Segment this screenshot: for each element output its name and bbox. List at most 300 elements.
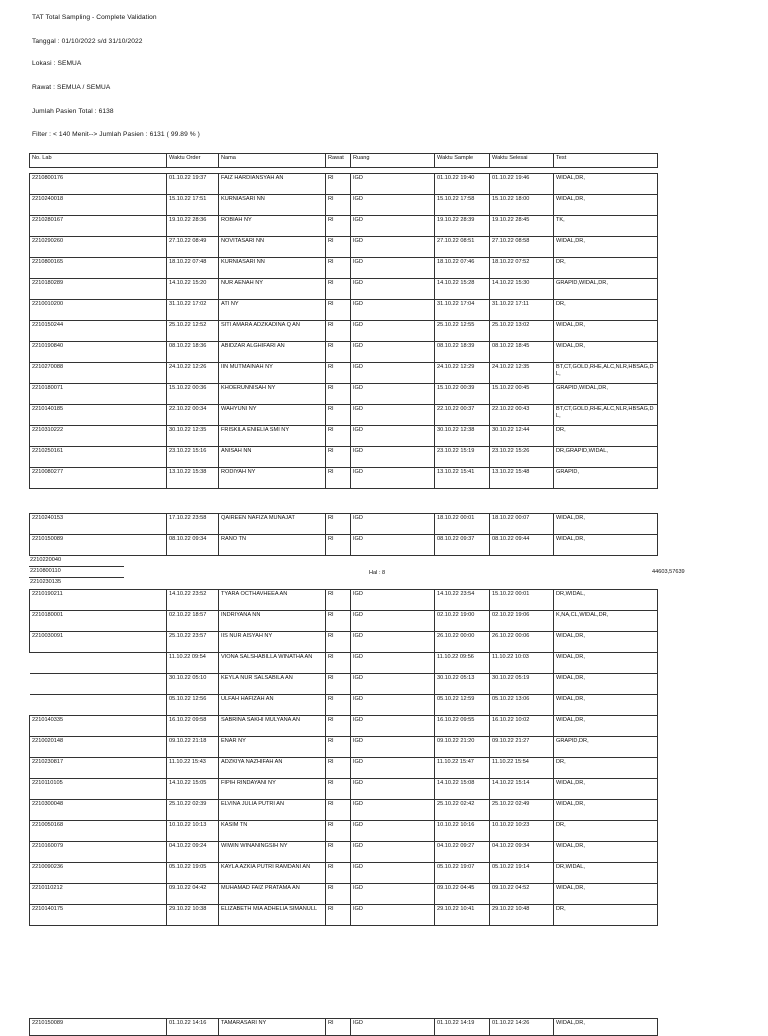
tests-cell: WIDAL,DR,: [554, 321, 658, 342]
sample-time-cell: 23.10.22 15:19: [435, 447, 490, 468]
lab-number-cell: 2210140335: [30, 716, 167, 737]
finish-time-cell: 19.10.22 28:45: [490, 216, 554, 237]
room-cell: IGD: [351, 779, 435, 800]
finish-time-cell: 18.10.22 00:07: [490, 514, 554, 535]
table-row: [30, 426, 658, 447]
room-cell: IGD: [351, 842, 435, 863]
tests-cell: GRAPID,: [554, 468, 658, 489]
sample-time-cell: 29.10.22 10:41: [435, 905, 490, 926]
lab-number-cell: 2210150244: [30, 321, 167, 342]
patient-name-cell: FRISKILA ENIELIA SMI NY: [219, 426, 326, 447]
care-type-cell: RI: [326, 1019, 351, 1036]
room-cell: IGD: [351, 216, 435, 237]
order-time-cell: 23.10.22 15:16: [167, 447, 219, 468]
sample-time-cell: 24.10.22 12:29: [435, 363, 490, 384]
patient-name-cell: ELVINA JULIA PUTRI AN: [219, 800, 326, 821]
table-row: [30, 154, 658, 168]
care-type-cell: RI: [326, 779, 351, 800]
order-time-cell: 04.10.22 09:24: [167, 842, 219, 863]
patient-name-cell: ADZKIYA NAZHIFAH AN: [219, 758, 326, 779]
tests-cell: WIDAL,DR,: [554, 195, 658, 216]
tests-cell: WIDAL,DR,: [554, 237, 658, 258]
patient-name-cell: FIPIH RINDAYANI NY: [219, 779, 326, 800]
lab-number-cell: 2210310222: [30, 426, 167, 447]
tests-cell: DR,: [554, 758, 658, 779]
care-type-cell: RI: [326, 342, 351, 363]
care-type-cell: RI: [326, 905, 351, 926]
tests-cell: GRAPID,DR,: [554, 737, 658, 758]
tests-cell: WIDAL,DR,: [554, 653, 658, 674]
care-type-cell: RI: [326, 632, 351, 653]
finish-time-cell: 15.10.22 18:00: [490, 195, 554, 216]
report-title: TAT Total Sampling - Complete Validation: [32, 14, 157, 21]
order-time-cell: 30.10.22 05:10: [167, 674, 219, 695]
lab-number-cell: 2210240153: [30, 514, 167, 535]
patient-name-cell: MUHAMAD FAIZ PRATAMA AN: [219, 884, 326, 905]
room-cell: IGD: [351, 800, 435, 821]
care-type-cell: RI: [326, 514, 351, 535]
sample-time-cell: 22.10.22 00:37: [435, 405, 490, 426]
table-row: [30, 514, 658, 535]
tests-cell: WIDAL,DR,: [554, 884, 658, 905]
sample-time-cell: 16.10.22 09:55: [435, 716, 490, 737]
room-cell: IGD: [351, 447, 435, 468]
room-cell: IGD: [351, 674, 435, 695]
patient-total: Jumlah Pasien Total : 6138: [32, 108, 114, 115]
table-row: [30, 653, 658, 674]
tests-cell: WIDAL,DR,: [554, 632, 658, 653]
order-time-cell: 09.10.22 21:18: [167, 737, 219, 758]
sample-time-cell: 11.10.22 15:47: [435, 758, 490, 779]
room-cell: IGD: [351, 514, 435, 535]
lab-number-cell: 2210190211: [30, 590, 167, 611]
tests-cell: DR,WIDAL,: [554, 590, 658, 611]
finish-time-cell: 09.10.22 04:52: [490, 884, 554, 905]
finish-time-cell: 23.10.22 15:26: [490, 447, 554, 468]
care-type-cell: RI: [326, 216, 351, 237]
patient-name-cell: IIS NUR AISYAH NY: [219, 632, 326, 653]
care-type-cell: RI: [326, 237, 351, 258]
table-row: [30, 535, 658, 556]
room-cell: IGD: [351, 758, 435, 779]
order-time-cell: 01.10.22 14:16: [167, 1019, 219, 1036]
tests-cell: WIDAL,DR,: [554, 779, 658, 800]
tests-cell: DR,GRAPID,WIDAL,: [554, 447, 658, 468]
sample-time-cell: 30.10.22 12:38: [435, 426, 490, 447]
room-cell: IGD: [351, 405, 435, 426]
table-row: [30, 216, 658, 237]
lab-number-cell: 2210150089: [30, 1019, 167, 1036]
table-row: [30, 842, 658, 863]
finish-time-cell: 05.10.22 13:06: [490, 695, 554, 716]
order-time-cell: 01.10.22 19:37: [167, 174, 219, 195]
orphan-lab-number: 2210800110: [30, 568, 61, 574]
table-row: [30, 779, 658, 800]
room-cell: IGD: [351, 863, 435, 884]
filter-summary: Filter : < 140 Menit--> Jumlah Pasien : 6131 ( 99.89 % ): [32, 131, 200, 138]
sample-time-cell: 14.10.22 15:08: [435, 779, 490, 800]
lab-number-cell: 2210190840: [30, 342, 167, 363]
care-type-cell: RI: [326, 426, 351, 447]
room-cell: IGD: [351, 590, 435, 611]
tests-cell: WIDAL,DR,: [554, 800, 658, 821]
patient-name-cell: ABIDZAR ALGHIFARI AN: [219, 342, 326, 363]
room-cell: IGD: [351, 535, 435, 556]
table-row: [30, 174, 658, 195]
patient-name-cell: RANO TN: [219, 535, 326, 556]
patient-name-cell: KURNIASARI NN: [219, 258, 326, 279]
patient-name-cell: IIN MUTMAINAH NY: [219, 363, 326, 384]
care-type-cell: RI: [326, 611, 351, 632]
room-cell: IGD: [351, 279, 435, 300]
orphan-lab-number: 2210220040: [30, 557, 62, 563]
table-row: [30, 237, 658, 258]
finish-time-cell: 31.10.22 17:11: [490, 300, 554, 321]
patient-name-cell: RODIYAH NY: [219, 468, 326, 489]
divider: [29, 566, 124, 567]
order-time-cell: 14.10.22 15:05: [167, 779, 219, 800]
sample-time-cell: 09.10.22 21:20: [435, 737, 490, 758]
lab-number-cell: 2210110212: [30, 884, 167, 905]
lab-number-cell: 2210090236: [30, 863, 167, 884]
room-cell: IGD: [351, 821, 435, 842]
table-row: [30, 300, 658, 321]
lab-number-cell: [30, 674, 167, 695]
patient-name-cell: Nama: [219, 154, 326, 168]
results-table-block-2a: [29, 513, 658, 556]
lab-number-cell: [30, 653, 167, 674]
table-row: [30, 716, 658, 737]
lab-number-cell: 2210050168: [30, 821, 167, 842]
sample-time-cell: 01.10.22 19:40: [435, 174, 490, 195]
order-time-cell: 27.10.22 08:49: [167, 237, 219, 258]
table-row: [30, 195, 658, 216]
tests-cell: BT,CT,GOLD,RHE,ALC,NLR,HBSAG,DL,: [554, 405, 658, 426]
care-type-cell: RI: [326, 863, 351, 884]
patient-name-cell: KHOERUNNISAH NY: [219, 384, 326, 405]
order-time-cell: 25.10.22 23:57: [167, 632, 219, 653]
page-number: Hal : 8: [369, 570, 386, 576]
tests-cell: WIDAL,DR,: [554, 514, 658, 535]
finish-time-cell: 24.10.22 12:35: [490, 363, 554, 384]
room-cell: IGD: [351, 695, 435, 716]
sample-time-cell: 08.10.22 18:39: [435, 342, 490, 363]
lab-number-cell: 2210020148: [30, 737, 167, 758]
room-cell: IGD: [351, 905, 435, 926]
patient-name-cell: KURNIASARI NN: [219, 195, 326, 216]
tests-cell: WIDAL,DR,: [554, 674, 658, 695]
care-type-cell: RI: [326, 821, 351, 842]
finish-time-cell: 26.10.22 00:06: [490, 632, 554, 653]
sample-time-cell: 18.10.22 07:46: [435, 258, 490, 279]
lab-number-cell: 2210140175: [30, 905, 167, 926]
care-type-cell: RI: [326, 674, 351, 695]
table-row: [30, 632, 658, 653]
tests-cell: WIDAL,DR,: [554, 695, 658, 716]
order-time-cell: 10.10.22 10:13: [167, 821, 219, 842]
order-time-cell: 19.10.22 28:36: [167, 216, 219, 237]
lab-number-cell: 2210030091: [30, 632, 167, 653]
table-row: [30, 821, 658, 842]
tests-cell: WIDAL,DR,: [554, 842, 658, 863]
patient-name-cell: SITI AMARA ADZKADINA Q AN: [219, 321, 326, 342]
patient-name-cell: NOVITASARI NN: [219, 237, 326, 258]
finish-time-cell: 11.10.22 15:54: [490, 758, 554, 779]
care-type-cell: RI: [326, 737, 351, 758]
lab-number-cell: 2210250161: [30, 447, 167, 468]
patient-name-cell: NUR AENAH NY: [219, 279, 326, 300]
patient-name-cell: VIONA SALSHABILLA WINATHA AN: [219, 653, 326, 674]
room-cell: IGD: [351, 321, 435, 342]
order-time-cell: 22.10.22 00:34: [167, 405, 219, 426]
tests-cell: WIDAL,DR,: [554, 342, 658, 363]
order-time-cell: 09.10.22 04:42: [167, 884, 219, 905]
tests-cell: GRAPID,WIDAL,DR,: [554, 384, 658, 405]
lab-number-cell: 2210270088: [30, 363, 167, 384]
patient-name-cell: ULFAH HAFIZAH AN: [219, 695, 326, 716]
lab-number-cell: 2210080277: [30, 468, 167, 489]
lab-number-cell: 2210140185: [30, 405, 167, 426]
finish-time-cell: 18.10.22 07:52: [490, 258, 554, 279]
tests-cell: TK,: [554, 216, 658, 237]
tests-cell: WIDAL,DR,: [554, 535, 658, 556]
patient-name-cell: WIWIN WINANINGSIH NY: [219, 842, 326, 863]
patient-name-cell: ELIZABETH MIA ADHELIA SIMANULL: [219, 905, 326, 926]
room-cell: IGD: [351, 1019, 435, 1036]
finish-time-cell: 01.10.22 14:26: [490, 1019, 554, 1036]
room-cell: IGD: [351, 342, 435, 363]
side-number: 44603,57639: [652, 569, 685, 575]
patient-name-cell: INDRIYANA NN: [219, 611, 326, 632]
lab-number-cell: 2210180289: [30, 279, 167, 300]
finish-time-cell: 15.10.22 00:01: [490, 590, 554, 611]
finish-time-cell: 08.10.22 18:45: [490, 342, 554, 363]
sample-time-cell: 11.10.22 09:56: [435, 653, 490, 674]
order-time-cell: 05.10.22 19:05: [167, 863, 219, 884]
sample-time-cell: 27.10.22 08:51: [435, 237, 490, 258]
care-type-cell: RI: [326, 384, 351, 405]
order-time-cell: 15.10.22 17:51: [167, 195, 219, 216]
tests-cell: WIDAL,DR,: [554, 1019, 658, 1036]
table-row: [30, 800, 658, 821]
patient-name-cell: SABRINA SAKHI MULYANA AN: [219, 716, 326, 737]
lab-number-cell: 2210110105: [30, 779, 167, 800]
lab-number-cell: 2210800176: [30, 174, 167, 195]
sample-time-cell: 02.10.22 19:00: [435, 611, 490, 632]
tests-cell: K,NA,CL,WIDAL,DR,: [554, 611, 658, 632]
table-row: [30, 405, 658, 426]
finish-time-cell: Waktu Selesai: [490, 154, 554, 168]
patient-name-cell: KAYLA AZKIA PUTRI RAMDANI AN: [219, 863, 326, 884]
patient-name-cell: QAIREEN NAFIZA MUNAJAT: [219, 514, 326, 535]
finish-time-cell: 22.10.22 00:43: [490, 405, 554, 426]
care-type-cell: RI: [326, 447, 351, 468]
results-table-partial: [29, 1018, 658, 1036]
order-time-cell: 24.10.22 12:26: [167, 363, 219, 384]
room-cell: IGD: [351, 258, 435, 279]
location-label: Lokasi : SEMUA: [32, 60, 82, 67]
room-cell: IGD: [351, 632, 435, 653]
finish-time-cell: 29.10.22 10:48: [490, 905, 554, 926]
care-type-cell: RI: [326, 258, 351, 279]
table-row: [30, 590, 658, 611]
order-time-cell: 13.10.22 15:38: [167, 468, 219, 489]
order-time-cell: 29.10.22 10:38: [167, 905, 219, 926]
table-row: [30, 279, 658, 300]
sample-time-cell: 19.10.22 28:39: [435, 216, 490, 237]
lab-number-cell: No. Lab: [30, 154, 167, 168]
tests-cell: DR,WIDAL,: [554, 863, 658, 884]
results-table-block-2b: [29, 589, 658, 926]
care-type-cell: RI: [326, 321, 351, 342]
sample-time-cell: 13.10.22 15:41: [435, 468, 490, 489]
tests-cell: WIDAL,DR,: [554, 716, 658, 737]
finish-time-cell: 14.10.22 15:14: [490, 779, 554, 800]
care-type-cell: RI: [326, 716, 351, 737]
patient-name-cell: TYARA OCTHAVHEEA AN: [219, 590, 326, 611]
order-time-cell: 17.10.22 23:58: [167, 514, 219, 535]
lab-number-cell: 2210230817: [30, 758, 167, 779]
sample-time-cell: 30.10.22 05:13: [435, 674, 490, 695]
care-type-cell: RI: [326, 758, 351, 779]
room-cell: IGD: [351, 426, 435, 447]
finish-time-cell: 27.10.22 08:58: [490, 237, 554, 258]
order-time-cell: 16.10.22 09:58: [167, 716, 219, 737]
lab-number-cell: 2210160079: [30, 842, 167, 863]
sample-time-cell: 26.10.22 00:00: [435, 632, 490, 653]
tests-cell: DR,: [554, 258, 658, 279]
care-type-cell: RI: [326, 279, 351, 300]
care-type-cell: RI: [326, 800, 351, 821]
finish-time-cell: 08.10.22 09:44: [490, 535, 554, 556]
table-row: [30, 905, 658, 926]
care-type-cell: RI: [326, 405, 351, 426]
care-type-cell: Rawat: [326, 154, 351, 168]
sample-time-cell: 18.10.22 00:01: [435, 514, 490, 535]
order-time-cell: 14.10.22 15:20: [167, 279, 219, 300]
room-cell: IGD: [351, 737, 435, 758]
room-cell: IGD: [351, 884, 435, 905]
lab-number-cell: 2210240018: [30, 195, 167, 216]
results-table-block-1: [29, 153, 658, 489]
order-time-cell: 25.10.22 12:52: [167, 321, 219, 342]
table-row: [30, 468, 658, 489]
room-cell: IGD: [351, 716, 435, 737]
finish-time-cell: 15.10.22 00:45: [490, 384, 554, 405]
patient-name-cell: WAHYUNI NY: [219, 405, 326, 426]
lab-number-cell: 2210290260: [30, 237, 167, 258]
care-type-cell: RI: [326, 363, 351, 384]
tests-cell: DR,: [554, 426, 658, 447]
tests-cell: WIDAL,DR,: [554, 174, 658, 195]
sample-time-cell: 01.10.22 14:19: [435, 1019, 490, 1036]
patient-name-cell: ATI NY: [219, 300, 326, 321]
finish-time-cell: 30.10.22 12:44: [490, 426, 554, 447]
care-type-cell: RI: [326, 695, 351, 716]
lab-number-cell: 2210280167: [30, 216, 167, 237]
table-row: [30, 342, 658, 363]
table-row: [30, 321, 658, 342]
tests-cell: Test: [554, 154, 658, 168]
room-cell: IGD: [351, 195, 435, 216]
order-time-cell: 31.10.22 17:02: [167, 300, 219, 321]
room-cell: IGD: [351, 237, 435, 258]
tests-cell: GRAPID,WIDAL,DR,: [554, 279, 658, 300]
care-type-cell: RI: [326, 300, 351, 321]
sample-time-cell: 09.10.22 04:45: [435, 884, 490, 905]
order-time-cell: 30.10.22 12:35: [167, 426, 219, 447]
lab-number-cell: 2210180071: [30, 384, 167, 405]
finish-time-cell: 10.10.22 10:23: [490, 821, 554, 842]
sample-time-cell: 14.10.22 15:28: [435, 279, 490, 300]
tests-cell: BT,CT,GOLD,RHE,ALC,NLR,HBSAG,DL,: [554, 363, 658, 384]
patient-name-cell: ANISAH NN: [219, 447, 326, 468]
tests-cell: DR,: [554, 300, 658, 321]
lab-number-cell: 2210180001: [30, 611, 167, 632]
sample-time-cell: 31.10.22 17:04: [435, 300, 490, 321]
finish-time-cell: 04.10.22 09:34: [490, 842, 554, 863]
finish-time-cell: 14.10.22 15:30: [490, 279, 554, 300]
sample-time-cell: 15.10.22 00:39: [435, 384, 490, 405]
room-cell: IGD: [351, 363, 435, 384]
order-time-cell: 08.10.22 09:34: [167, 535, 219, 556]
sample-time-cell: 08.10.22 09:37: [435, 535, 490, 556]
room-cell: IGD: [351, 174, 435, 195]
lab-number-cell: [30, 695, 167, 716]
table-row: [30, 1019, 658, 1036]
table-row: [30, 695, 658, 716]
finish-time-cell: 01.10.22 19:46: [490, 174, 554, 195]
order-time-cell: 25.10.22 02:39: [167, 800, 219, 821]
divider: [29, 577, 124, 578]
lab-number-cell: 2210300048: [30, 800, 167, 821]
tests-cell: DR,: [554, 821, 658, 842]
finish-time-cell: 02.10.22 19:06: [490, 611, 554, 632]
care-type-cell: RI: [326, 590, 351, 611]
order-time-cell: 11.10.22 15:43: [167, 758, 219, 779]
care-type-cell: RI: [326, 174, 351, 195]
sample-time-cell: 05.10.22 12:59: [435, 695, 490, 716]
lab-number-cell: 2210010200: [30, 300, 167, 321]
orphan-lab-number: 2210230135: [30, 579, 62, 585]
room-cell: IGD: [351, 300, 435, 321]
patient-name-cell: FAIZ HARDIANSYAH AN: [219, 174, 326, 195]
room-cell: IGD: [351, 468, 435, 489]
table-row: [30, 737, 658, 758]
table-row: [30, 258, 658, 279]
care-type-cell: RI: [326, 653, 351, 674]
finish-time-cell: 30.10.22 05:19: [490, 674, 554, 695]
care-type-cell: RI: [326, 842, 351, 863]
care-type-cell: RI: [326, 468, 351, 489]
table-row: [30, 363, 658, 384]
finish-time-cell: 09.10.22 21:27: [490, 737, 554, 758]
room-cell: IGD: [351, 611, 435, 632]
sample-time-cell: 15.10.22 17:58: [435, 195, 490, 216]
room-cell: Ruang: [351, 154, 435, 168]
order-time-cell: 15.10.22 00:36: [167, 384, 219, 405]
table-row: [30, 884, 658, 905]
sample-time-cell: 25.10.22 02:42: [435, 800, 490, 821]
order-time-cell: 11.10.22 09:54: [167, 653, 219, 674]
finish-time-cell: 05.10.22 19:14: [490, 863, 554, 884]
sample-time-cell: 10.10.22 10:16: [435, 821, 490, 842]
tests-cell: DR,: [554, 905, 658, 926]
table-row: [30, 863, 658, 884]
sample-time-cell: 04.10.22 09:27: [435, 842, 490, 863]
order-time-cell: 02.10.22 18:57: [167, 611, 219, 632]
sample-time-cell: 05.10.22 19:07: [435, 863, 490, 884]
